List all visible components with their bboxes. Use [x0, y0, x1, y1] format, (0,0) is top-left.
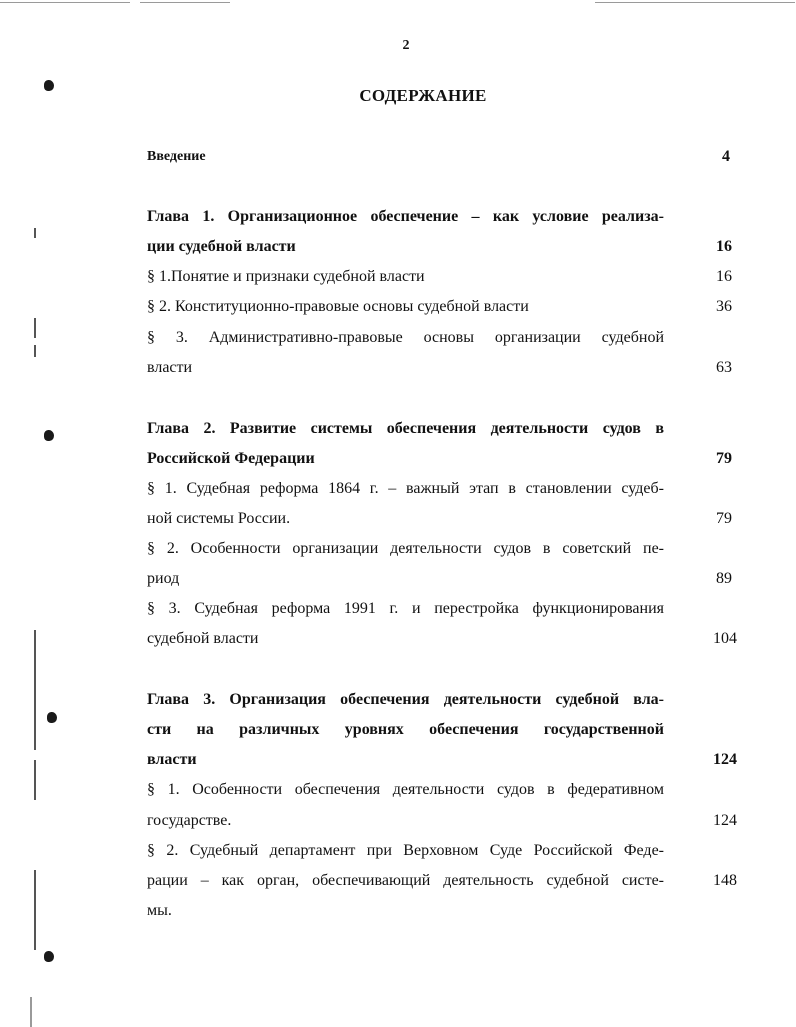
section-2-1-line-2: ной системы России.	[147, 510, 291, 527]
page-number: 2	[402, 38, 410, 53]
binder-hole-mark	[44, 951, 54, 962]
chapter-1-title-line-1: Глава 1. Организационное обеспечение – как условие реализа-	[147, 208, 664, 225]
chapter-3-page: 124	[713, 751, 737, 768]
chapter-2-page: 79	[716, 450, 732, 467]
section-1-1-line-1: § 1.Понятие и признаки судебной власти	[147, 268, 425, 285]
chapter-2-title-line-1: Глава 2. Развитие системы обеспечения деятельности судов в	[147, 420, 664, 437]
section-2-3-page: 104	[713, 630, 737, 647]
section-2-3-line-1: § 3. Судебная реформа 1991 г. и перестройка функционирования	[147, 600, 664, 617]
section-1-2-page: 36	[716, 298, 732, 315]
margin-mark	[34, 345, 36, 357]
section-1-2-line-1: § 2. Конституционно-правовые основы судебной власти	[147, 298, 529, 315]
binder-hole-mark	[47, 712, 57, 723]
page-title: СОДЕРЖАНИЕ	[359, 86, 487, 105]
scan-edge-line	[30, 997, 32, 1027]
toc-intro-label: Введение	[147, 149, 206, 164]
section-1-3-page: 63	[716, 359, 732, 376]
section-3-1-page: 124	[713, 812, 737, 829]
section-2-1-line-1: § 1. Судебная реформа 1864 г. – важный этап в становлении судеб-	[147, 480, 664, 497]
section-3-1-line-1: § 1. Особенности обеспечения деятельности судов в федеративном	[147, 781, 664, 798]
section-1-3-line-1: § 3. Административно-правовые основы организации судебной	[147, 329, 664, 346]
chapter-1-title-line-2: ции судебной власти	[147, 238, 296, 255]
section-2-2-line-1: § 2. Особенности организации деятельности судов в советский пе-	[147, 540, 664, 557]
section-2-3-line-2: судебной власти	[147, 630, 259, 647]
margin-mark	[34, 760, 36, 800]
chapter-3-title-line-3: власти	[147, 751, 197, 768]
section-1-1-page: 16	[716, 268, 732, 285]
section-3-2-page: 148	[713, 872, 737, 889]
binder-hole-mark	[44, 430, 54, 441]
section-2-1-page: 79	[716, 510, 732, 527]
margin-mark	[34, 630, 36, 750]
scan-edge-line	[595, 2, 795, 3]
toc-intro-page: 4	[722, 148, 730, 165]
margin-mark	[34, 228, 36, 238]
scan-edge-line	[0, 2, 130, 3]
section-3-2-line-3: мы.	[147, 902, 172, 919]
section-2-2-line-2: риод	[147, 570, 180, 587]
section-1-3-line-2: власти	[147, 359, 193, 376]
chapter-2-title-line-2: Российской Федерации	[147, 450, 315, 467]
chapter-1-page: 16	[716, 238, 732, 255]
section-3-2-line-2: рации – как орган, обеспечивающий деятельность судебной систе-	[147, 872, 664, 889]
scan-edge-line	[140, 2, 230, 3]
margin-mark	[34, 318, 36, 338]
chapter-3-title-line-2: сти на различных уровнях обеспечения государственной	[147, 721, 664, 738]
section-2-2-page: 89	[716, 570, 732, 587]
section-3-1-line-2: государстве.	[147, 812, 232, 829]
margin-mark	[34, 870, 36, 950]
section-3-2-line-1: § 2. Судебный департамент при Верховном Суде Российской Феде-	[147, 842, 664, 859]
chapter-3-title-line-1: Глава 3. Организация обеспечения деятельности судебной вла-	[147, 691, 664, 708]
